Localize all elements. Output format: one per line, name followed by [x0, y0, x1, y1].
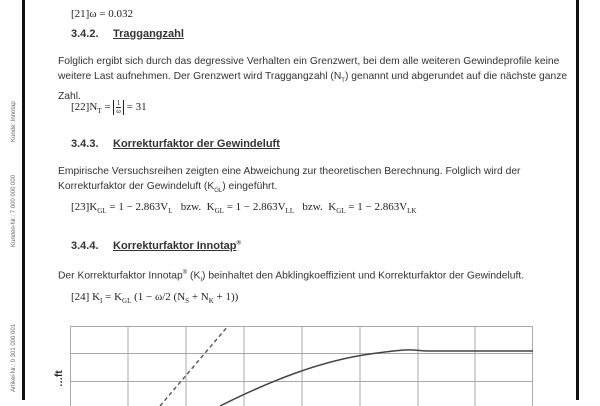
equation-body: + 1)) — [213, 291, 239, 303]
equation-rhs: = 1 − 2.863V — [223, 201, 286, 213]
subscript: GL — [214, 207, 224, 216]
equation-label: [21] — [71, 8, 90, 20]
document-page — [25, 0, 576, 400]
equation-rhs: = 1 − 2.863V — [106, 201, 169, 213]
separator-text: bzw. — [302, 201, 323, 213]
section-heading-3-4-2 — [71, 28, 184, 40]
subscript: GL — [122, 297, 132, 306]
subscript: GL — [97, 207, 107, 216]
equation-lhs: K — [92, 291, 101, 303]
subscript: S — [185, 297, 190, 306]
subscript: K — [208, 297, 214, 306]
paragraph-innotap — [58, 266, 568, 288]
equation-value: = 31 — [126, 101, 147, 114]
paragraph-text: ) eingeführt. — [222, 181, 278, 192]
subscript: T — [97, 107, 102, 116]
paragraph-text: (K — [187, 270, 201, 282]
equation-23 — [71, 201, 416, 215]
paragraph-text: ) beinhaltet den Abklingkoeffizient und Korrekturfaktor der Gewindeluft. — [202, 270, 525, 282]
decay-chart — [70, 326, 533, 406]
subscript: GL — [214, 188, 223, 195]
subscript: I — [100, 297, 103, 306]
section-number: 3.4.4. — [71, 240, 99, 252]
customer-name: Kunde: Innotap — [11, 101, 17, 142]
paragraph-text: ) genannt und abgerundet auf die nächste ganze Zahl. — [58, 71, 568, 103]
equation-21 — [71, 8, 133, 20]
equation-label: [22] — [71, 101, 90, 114]
equation-24 — [71, 291, 238, 305]
denominator: ω — [116, 107, 121, 115]
equation-value: = 0.032 — [99, 8, 134, 20]
section-number: 3.4.2. — [71, 28, 99, 40]
equation-rhs: = 1 − 2.863V — [345, 201, 408, 213]
subscript: I — [200, 277, 203, 284]
paragraph-traggangzahl — [58, 54, 568, 104]
equation-lhs: K — [328, 201, 337, 213]
subscript: LK — [407, 207, 417, 216]
numerator: 1 — [116, 99, 121, 107]
paragraph-text: Der Korrekturfaktor Innotap — [58, 270, 183, 282]
paragraph-text: Folglich ergibt sich durch das degressive Verhalten ein Grenzwert, bei dem alle weiteren Gewindeprofile keine weitere Last aufnehmen. Der Grenzwert wird Traggangzahl (N — [58, 56, 560, 82]
subscript: GL — [336, 207, 346, 216]
equation-lhs: N — [89, 101, 98, 114]
equation-body: + N — [189, 291, 209, 303]
subscript: T — [341, 78, 345, 85]
equation-22 — [71, 100, 147, 115]
paragraph-text: Empirische Versuchsreihen zeigten eine Abweichung zur theoretischen Berechnung. Folglich wird der Korrekturfaktor der Gewindeluft (K — [58, 166, 521, 192]
section-heading-3-4-4 — [71, 240, 241, 252]
document-sidebar — [0, 0, 22, 400]
article-number: Artikel-Nr.: 0 301 000 001 — [11, 323, 17, 392]
page-border-right — [576, 0, 579, 400]
omega-symbol: ω — [89, 8, 97, 20]
equation-rhs: = K — [105, 291, 123, 303]
subscript: L — [168, 207, 173, 216]
chart-grid — [70, 326, 533, 406]
section-number: 3.4.3. — [71, 138, 99, 150]
degressive-curve — [220, 350, 533, 406]
customer-number: Kunden-Nr.: 7 000 000 000 — [11, 174, 17, 247]
equation-lhs: K — [206, 201, 215, 213]
paragraph-gewindeluft — [58, 164, 568, 199]
section-title: Korrekturfaktor Innotap — [113, 240, 237, 252]
separator-text: bzw. — [180, 201, 202, 213]
section-title: Traggangzahl — [113, 28, 184, 40]
equation-label: [24] — [71, 291, 90, 303]
equals-sign: = — [104, 101, 111, 114]
equation-lhs: K — [89, 201, 98, 213]
y-axis-label: …ft — [54, 370, 65, 387]
subscript: LL — [285, 207, 295, 216]
registered-mark: ® — [236, 240, 241, 247]
linear-dashed-line — [160, 326, 228, 406]
registered-mark: ® — [182, 270, 188, 276]
floor-fraction — [113, 100, 124, 115]
equation-body: (1 − ω/2 (N — [134, 291, 186, 303]
section-title: Korrekturfaktor der Gewindeluft — [113, 138, 280, 150]
section-heading-3-4-3 — [71, 138, 280, 150]
equation-label: [23] — [71, 201, 90, 213]
